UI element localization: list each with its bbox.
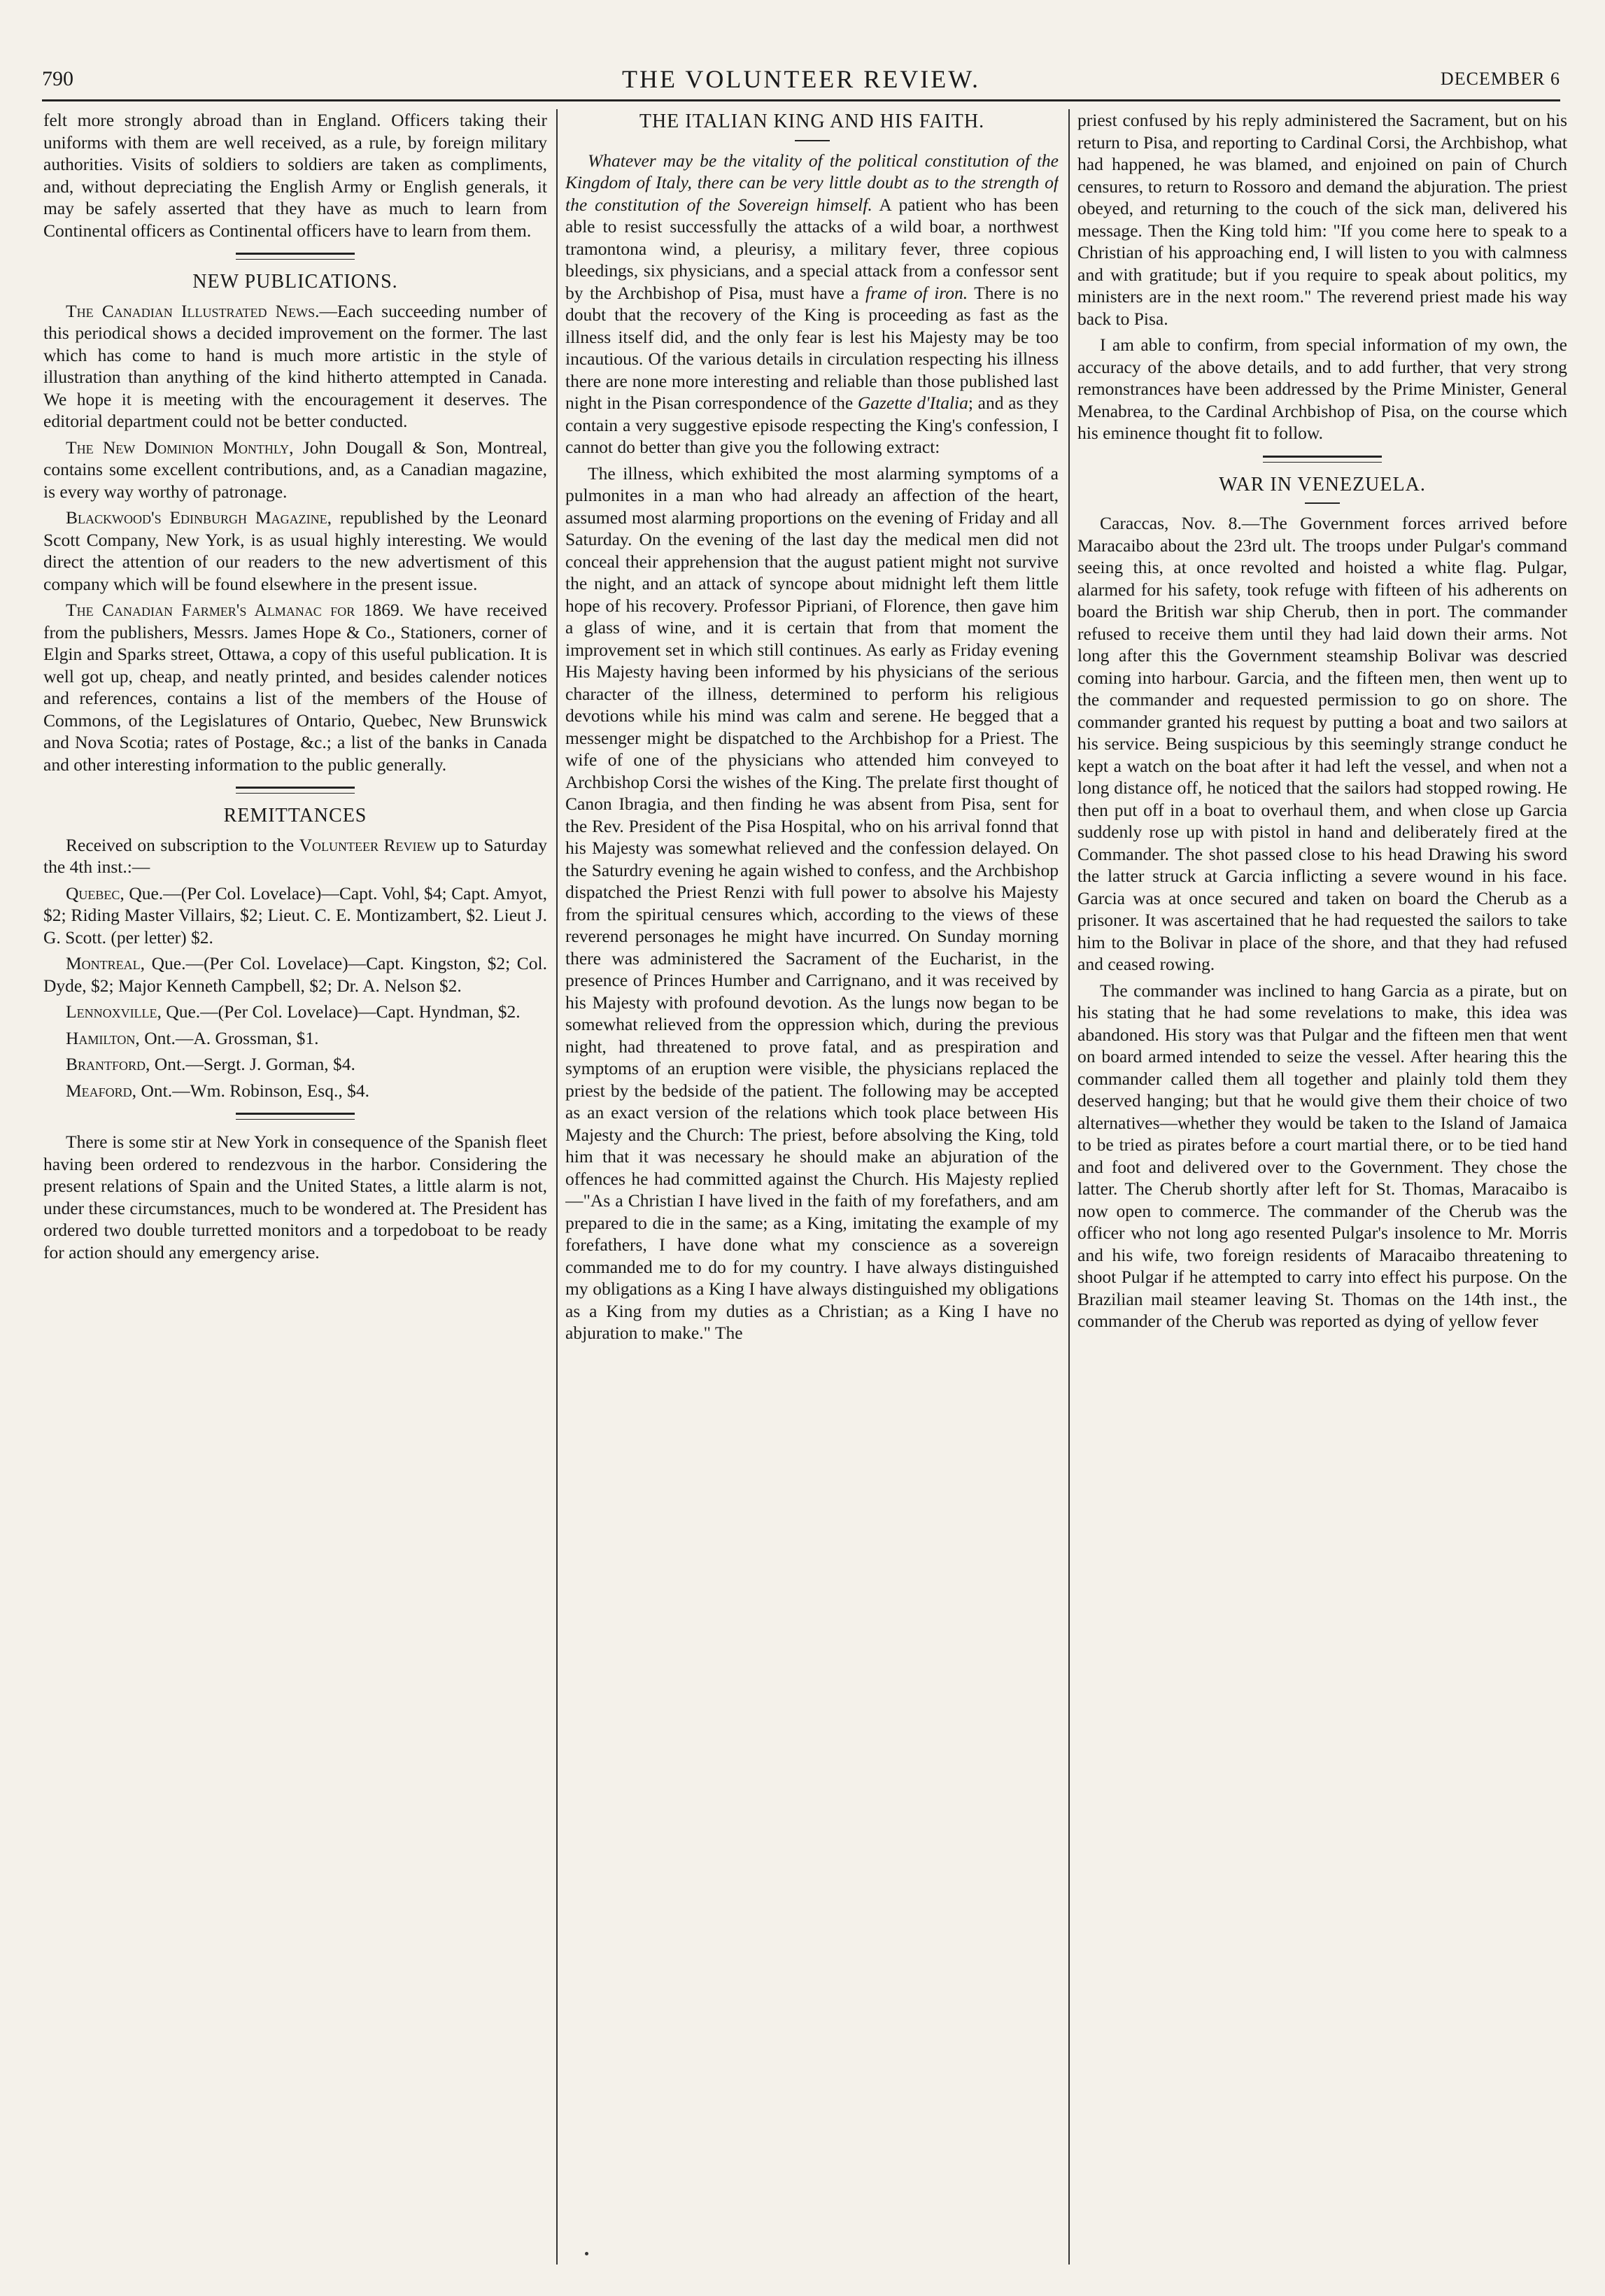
publication-notice: The Canadian Illustrated News.—Each succeeding number of this periodical shows a decided improvement on the former. The last which has come to hand is much more artistic in the style of illustration than anything of the kind hitherto attempted in Canada. We hope it is meeting with the encouragement it deserves. The editorial department could not be better conducted. [43,300,547,431]
column-left [43,109,547,2265]
column-divider [556,109,558,2265]
section-divider [1263,456,1382,463]
article-paragraph: The commander was inclined to hang Garcia as a pirate, but on his stating that he had some revelations to make, this idea was abandoned. His story was that Pulgar and the fifteen men that went on board armed intended to seize the vessel. After hearing this the commander called them all together and plainly told them they deserved hanging; but that he would give them their choice of two alternatives—whether they would be taken to the Island of Jamaica to be tried as pirates before a court martial there, or to be tied hand and foot and delivered over to the Government. They chose the latter. The Cherub shortly after left for St. Thomas, Maracaibo is now open to commerce. The commander of the Cherub was the officer who not long ago resented Pulgar's insolence to Mr. Morris and his wife, two foreign residents of Maracaibo threatening to shoot Pulgar if he attempted to carry into effect his purpose. On the Brazilian mail steamer leaving St. Thomas on the 14th inst., the commander of the Cherub was reported as dying of yellow fever [1077,980,1567,1331]
article-intro: Whatever may be the vitality of the political constitution of the Kingdom of Italy, there can be very little doubt as to the strength of the constitution of the Sovereign himself. A patient who has been able to resist successfully the attacks of a wild boar, a northwest tramontona wind, a pleurisy, a military fever, three copious bleedings, six physicians, and a special attack from a confessor sent by the Archbishop of Pisa, must have a frame of iron. There is no doubt that the recovery of the King is proceeding as fast as the illness itself did, and the only fear is lest his Majesty may be too incautious. Of the various details in circulation respecting his illness there are none more interesting and reliable than those published last night in the Pisan correspondence of the Gazette d'Italia; and as they contain a very suggestive episode respecting the King's confession, I cannot do better than give you the following extract: [565,150,1059,457]
news-paragraph-spanish-fleet: There is some stir at New York in consequence of the Spanish fleet having been ordered to rendezvous in the harbor. Considering the present relations of Spain and the United States, a little alarm is not, under these circumstances, much to be wondered at. The President has ordered two double turretted monitors and a torpedoboat to be ready for action should any emergency arise. [43,1132,547,1262]
page-header [42,64,1560,101]
print-speck [585,2252,588,2255]
remittance-entry: Meaford, Ont.—Wm. Robinson, Esq., $4. [66,1080,369,1101]
page-number: 790 [42,67,73,90]
article-continuation: priest confused by his reply administered the Sacrament, but on his return to Pisa, and reporting to Cardinal Corsi, the Archbishop, what had happened, he was blamed, and enjoined on pain of Church censures, to return to Rossoro and demand the abjuration. The priest obeyed, and returning to the couch of the sick man, delivered his message. Then the King told him: "If you come here to speak to a Christian of his approaching end, I will listen to you with calmness and with gratitude; but if you require to speak about politics, my ministers are in the next room." The reverend priest made his way back to Pisa. [1077,110,1567,329]
publication-notice: Blackwood's Edinburgh Magazine, republished by the Leonard Scott Company, New York, is as usual highly interesting. We would direct the attention of our readers to the new advertisment of this company which will be found elsewhere in the present issue. [43,507,547,594]
remittance-entry: Hamilton, Ont.—A. Grossman, $1. [66,1027,319,1048]
column-middle [565,109,1059,2265]
section-divider [236,253,355,260]
article-closing-paragraph: I am able to confirm, from special information of my own, the accuracy of the above details, and to add further, that very strong remonstrances have been addressed by the Prime Minister, General Menabrea, to the Cardinal Archbishop of Pisa, on the course which his eminence thought fit to follow. [1077,334,1567,443]
continued-paragraph: felt more strongly abroad than in England. Officers taking their uniforms with them are well received, as a rule, by foreign military authorities. Visits of soldiers to soldiers are taken as compliments, and, without depreciating the English Army or English generals, it may be safely asserted that they have as much to learn from Continental officers as Continental officers have to learn from them. [43,110,547,241]
section-divider [236,1113,355,1120]
heading-rule [1305,502,1340,504]
remittance-entry: Lennoxville, Que.—(Per Col. Lovelace)—Capt. Hyndman, $2. [66,1001,521,1022]
publication-notice: The New Dominion Monthly, John Dougall & Son, Montreal, contains some excellent contributions, and, as a Canadian magazine, is every way worthy of patronage. [43,437,547,502]
article-heading-italian-king: THE ITALIAN KING AND HIS FAITH. [639,111,985,132]
publication-name: The Canadian Farmer's Almanac for 1869. [66,600,404,620]
publication-name: The Canadian Illustrated News. [66,300,320,321]
column-right [1077,109,1567,2265]
remittance-entry: Montreal, Que.—(Per Col. Lovelace)—Capt. Kingston, $2; Col. Dyde, $2; Major Kenneth Campbell, $2; Dr. A. Nelson $2. [43,953,547,996]
column-divider [1068,109,1070,2265]
section-heading-remittances: REMITTANCES [223,805,367,826]
section-heading-new-publications: NEW PUBLICATIONS. [192,271,398,293]
remittances-intro: Received on subscription to the Volunteer Review up to Saturday the 4th inst.:— [43,834,547,877]
issue-date: DECEMBER 6 [1440,69,1560,89]
publication-name: The New Dominion Monthly, [66,437,294,458]
publication-notice: The Canadian Farmer's Almanac for 1869. We have received from the publishers, Messrs. James Hope & Co., Stationers, corner of Elgin and Sparks street, Ottawa, a copy of this useful publication. It is well got up, cheap, and neatly printed, and besides calender notices and references, contains a list of the members of the House of Commons, of the Legislatures of Ontario, Quebec, New Brunswick and Nova Scotia; rates of Postage, &c.; a list of the banks in Canada and other interesting information to the public generally. [43,600,547,775]
remittance-entry: Quebec, Que.—(Per Col. Lovelace)—Capt. Vohl, $4; Capt. Amyot, $2; Riding Master Villairs, $2; Lieut. C. E. Montizambert, $2. Lieut J. G. Scott. (per letter) $2. [43,882,547,948]
article-heading-war-venezuela: WAR IN VENEZUELA. [1219,473,1426,495]
publication-name: Blackwood's Edinburgh Magazine, [66,507,332,528]
section-divider [236,787,355,794]
remittance-entry: Brantford, Ont.—Sergt. J. Gorman, $4. [66,1054,355,1074]
heading-rule [795,140,830,141]
newspaper-title: THE VOLUNTEER REVIEW. [622,65,980,93]
article-extract: The illness, which exhibited the most alarming symptoms of a pulmonites in a man who had already an affection of the heart, assumed most alarming proportions on the evening of Friday and all Saturday. On the evening of the last day the medical men did not conceal their apprehension that the august patient might not survive the night, and an attack of syncope about midnight left them little hope of his recovery. Professor Pipriani, of Florence, then gave him a glass of wine, and it is certain that from that moment the improvement set in which still continues. As early as Friday evening His Majesty having been informed by his physicians of the serious character of the illness, determined to perform his religious devotions while his mind was calm and serene. He begged that a messenger might be dispatched to the Archbishop for a Priest. The wife of one of the physicians who attended him conveyed to Archbishop Corsi the wishes of the King. The prelate first thought of Canon Ibragia, and then finding he was absent from Pisa, sent for the Rev. President of the Pisa Hospital, who on his arrival fonnd that his Majesty was somewhat relieved and the confession delayed. On the Saturdry evening he again wished to confess, and the Archbishop dispatched the Priest Renzi with full power to absolve his Majesty from the spiritual censures which, according to the views of these reverend personages he might have incurred. On Sunday morning there was administered the Sacrament of the Eucharist, in the presence of Princes Humber and Carrignano, and it was received by his Majesty with profound devotion. As the lungs now began to be somewhat relieved from the oppression which, during the previous night, had threatened to prove fatal, and as prespiration and symptoms of an eruption were visible, the physicians replaced the priest by the bedside of the patient. The following may be accepted as an exact version of the relations which took place between His Majesty and the Church: The priest, before absolving the King, told him that it was necessary he should make an abjuration of the offences he had committed against the Church. His Majesty replied—"As a Christian I have lived in the faith of my forefathers, and am prepared to die in the same; as a King, imitating the example of my forefathers, I have done what my conscience as a sovereign commanded me to do for my country. I have always distinguished my obligations as a King I have always distinguished my obligations as a King from my duties as a Christian; as a King I have no abjuration to make." The [565,463,1059,1343]
article-paragraph: Caraccas, Nov. 8.—The Government forces arrived before Maracaibo about the 23rd ult. The troops under Pulgar's command seeing this, at once revolted and hoisted a white flag. Pulgar, alarmed for his safety, took refuge with fifteen of his adherents on board the British war ship Cherub, then in port. The commander refused to receive them until they had laid down their arms. Not long after this the Government steamship Bolivar was descried coming into harbour. Garcia, and the fifteen men, then went up to the commander and requested permission to go on shore. The commander granted his request by putting a boat and two sailors at his service. Being suspicious by this seemingly strange conduct he kept a watch on the boat after it had left the vessel, and when not a long distance off, he noticed that the sailors had stopped rowing. He then put off in a boat to overhaul them, and when close up Garcia suddenly rose up with pistol in hand and deliberately fired at the Commander. The shot passed close to his head Drawing his sword the latter struck at Garcia inflicting a severe wound in his face. Garcia was at once secured and taken on board the Cherub as a prisoner. It was ascertained that he had requested the sailors to take him to the Bolivar in place of the shore, and that they had refused and ceased rowing. [1077,513,1567,974]
